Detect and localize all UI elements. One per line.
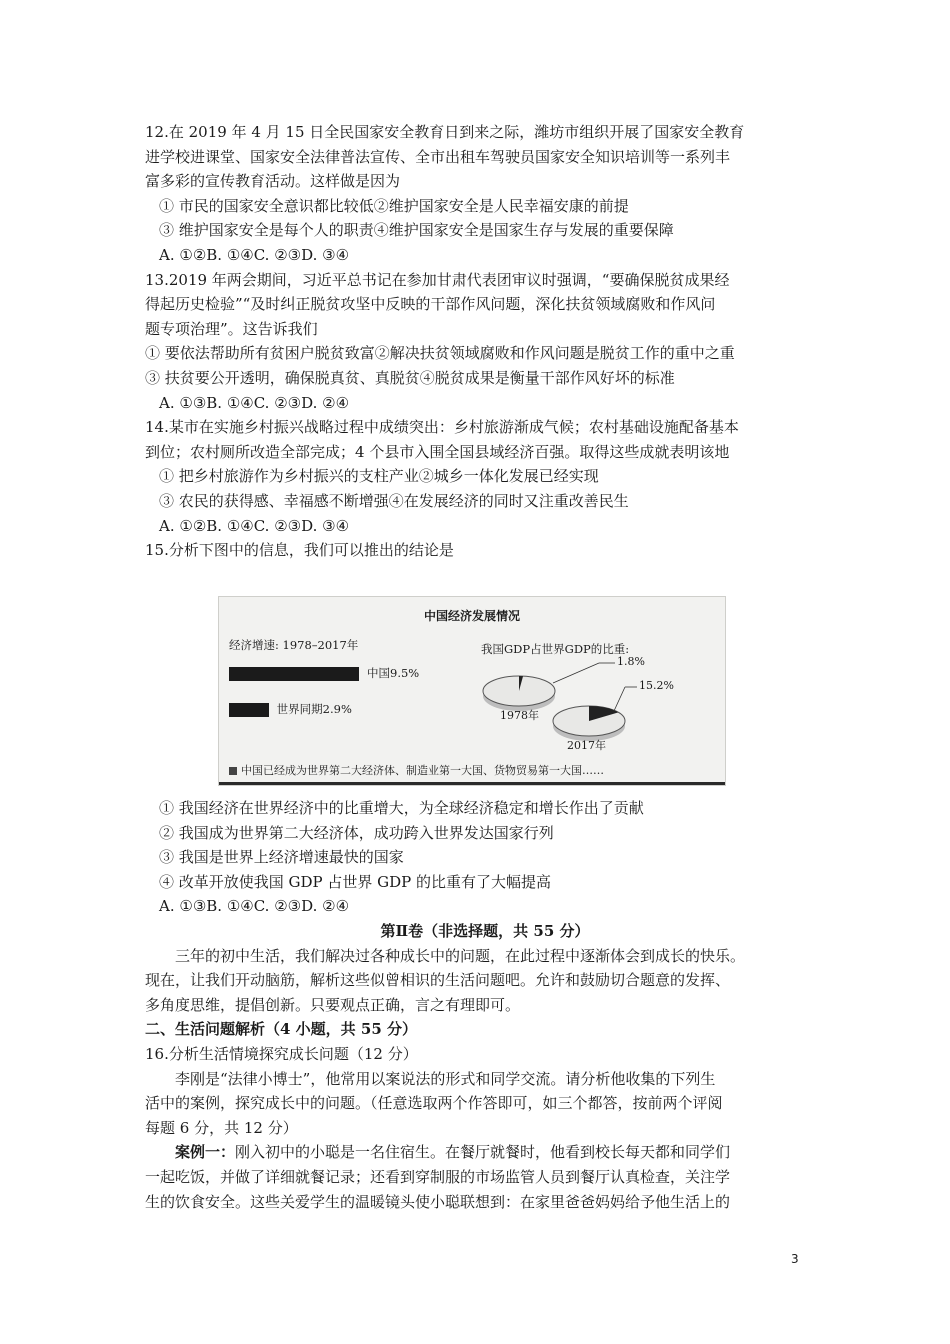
leader-2017 xyxy=(614,687,625,711)
q12-option-1: ① 市民的国家安全意识都比较低②维护国家安全是人民幸福安康的前提 xyxy=(159,196,629,215)
q13-line-2: 得起历史检验”“及时纠正脱贫攻坚中反映的干部作风问题，深化扶贫领域腐败和作风问 xyxy=(145,295,716,314)
pie-caption: 我国GDP占世界GDP的比重: xyxy=(481,642,630,656)
leader-1978 xyxy=(553,663,599,683)
section2-intro-1: 三年的初中生活，我们解决过各种成长中的问题，在此过程中逐渐体会到成长的快乐。 xyxy=(175,946,746,965)
q13-answers: A. ①③B. ①④C. ②③D. ②④ xyxy=(159,393,350,412)
q16-case-1-first xyxy=(145,1140,825,1165)
q15-option-1: ① 我国经济在世界经济中的比重增大，为全球经济稳定和增长作出了贡献 xyxy=(159,799,644,817)
q13-option-1: ① 要依法帮助所有贫困户脱贫致富②解决扶贫领域腐败和作风问题是脱贫工作的重中之重 xyxy=(145,344,735,363)
q12-option-2: ③ 维护国家安全是每个人的职责④维护国家安全是国家生存与发展的重要保障 xyxy=(159,221,674,240)
q14-line-2: 到位；农村厕所改造全部完成；4 个县市入围全国县域经济百强。取得这些成就表明该地 xyxy=(145,442,730,461)
q15-stem: 15.分析下图中的信息，我们可以推出的结论是 xyxy=(145,541,454,560)
year-1978-label: 1978年 xyxy=(500,709,539,722)
world-growth-label: 世界同期2.9% xyxy=(276,702,352,716)
pie-2017-pct: 15.2% xyxy=(639,679,674,692)
pie-1978-pct: 1.8% xyxy=(617,655,645,668)
q16-title: 16.分析生活情境探究成长问题（12 分） xyxy=(145,1044,418,1063)
q14-answers: A. ①②B. ①④C. ②③D. ③④ xyxy=(159,516,350,535)
figure-note xyxy=(229,762,604,778)
q14-option-1: ① 把乡村旅游作为乡村振兴的支柱产业②城乡一体化发展已经实现 xyxy=(159,467,599,486)
q15-answers: A. ①③B. ①④C. ②③D. ②④ xyxy=(159,897,350,916)
q14-line-1: 14.某市在实施乡村振兴战略过程中成绩突出：乡村旅游渐成气候；农村基础设施配备基本 xyxy=(145,418,739,437)
section2-intro-2: 现在，让我们开动脑筋，解析这些似曾相识的生活问题吧。允许和鼓励切合题意的发挥、 xyxy=(145,971,731,990)
q16-line-3: 每题 6 分，共 12 分） xyxy=(145,1118,298,1137)
case-first-text: 刚入初中的小聪是一名住宿生。在餐厅就餐时，他看到校长每天都和同学们 xyxy=(235,1143,731,1162)
china-growth-label: 中国9.5% xyxy=(367,666,420,680)
section2-intro-3: 多角度思维，提倡创新。只要观点正确，言之有理即可。 xyxy=(145,995,521,1014)
exam-page-lower xyxy=(145,796,825,1214)
q16-case-1-line-2: 一起吃饭，并做了详细就餐记录；还看到穿制服的市场监管人员到餐厅认真检查，关注学 xyxy=(145,1167,731,1186)
section2-title: 第Ⅱ卷（非选择题，共 55 分） xyxy=(380,921,590,940)
section2-heading: 二、生活问题解析（4 小题，共 55 分） xyxy=(145,1020,417,1039)
q13-line-3: 题专项治理”。这告诉我们 xyxy=(145,319,318,338)
q15-option-3: ③ 我国是世界上经济增速最快的国家 xyxy=(159,848,404,867)
q14-option-2: ③ 农民的获得感、幸福感不断增强④在发展经济的同时又注重改善民生 xyxy=(159,491,629,510)
q12-line-1: 12.在 2019 年 4 月 15 日全民国家安全教育日到来之际，潍坊市组织开展了国家安全教育 xyxy=(145,123,745,141)
q12-line-2: 进学校进课堂、国家安全法律普法宣传、全市出租车驾驶员国家安全知识培训等一系列丰 xyxy=(145,147,731,166)
q16-line-1: 李刚是“法律小博士”，他常用以案说法的形式和同学交流。请分析他收集的下列生 xyxy=(175,1069,716,1088)
note-square-icon xyxy=(229,767,237,775)
q15-option-2: ② 我国成为世界第二大经济体，成功跨入世界发达国家行列 xyxy=(159,823,554,842)
q13-line-1: 13.2019 年两会期间，习近平总书记在参加甘肃代表团审议时强调，“要确保脱贫成果经 xyxy=(145,270,730,289)
exam-page xyxy=(145,120,825,563)
year-2017-label: 2017年 xyxy=(567,739,606,752)
figure-note-text: 中国已经成为世界第二大经济体、制造业第一大国、货物贸易第一大国…… xyxy=(241,764,604,777)
growth-label: 经济增速: 1978–2017年 xyxy=(229,638,359,652)
q16-line-2: 活中的案例，探究成长中的问题。（任意选取两个作答即可，如三个都答，按前两个评阅 xyxy=(145,1094,723,1113)
page-number: 3 xyxy=(791,1252,799,1266)
economy-figure xyxy=(218,596,726,786)
q13-option-2: ③ 扶贫要公开透明，确保脱真贫、真脱贫④脱贫成果是衡量干部作风好坏的标准 xyxy=(145,368,675,387)
q12-line-3: 富多彩的宣传教育活动。这样做是因为 xyxy=(145,172,401,191)
q16-case-1-line-3: 生的饮食安全。这些关爱学生的温暖镜头使小聪联想到：在家里爸爸妈妈给予他生活上的 xyxy=(145,1192,731,1211)
case-label: 案例一： xyxy=(175,1143,236,1162)
figure-bottom-rule xyxy=(219,782,725,785)
q12-answers: A. ①②B. ①④C. ②③D. ③④ xyxy=(159,245,350,264)
figure-title: 中国经济发展情况 xyxy=(423,609,520,623)
q15-option-4: ④ 改革开放使我国 GDP 占世界 GDP 的比重有了大幅提高 xyxy=(159,872,552,891)
gdp-share-pies xyxy=(219,597,727,787)
